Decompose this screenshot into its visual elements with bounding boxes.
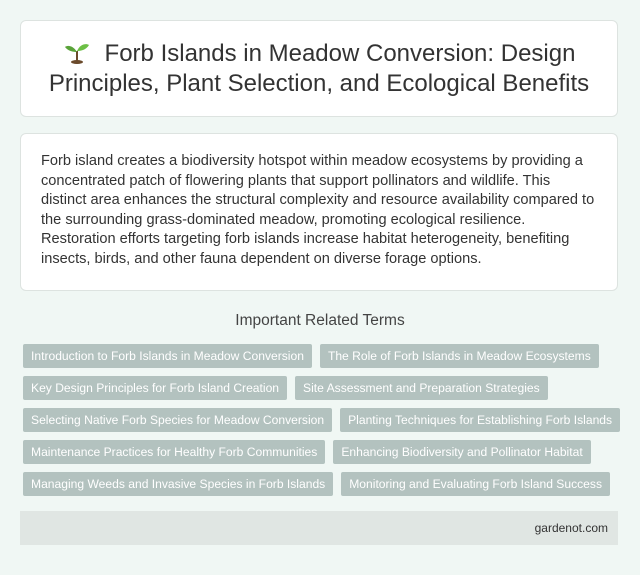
related-term-tag[interactable]: Selecting Native Forb Species for Meadow Conversion (23, 408, 332, 432)
related-term-tag[interactable]: Monitoring and Evaluating Forb Island Success (341, 472, 610, 496)
description-card (20, 133, 618, 291)
title-card (20, 20, 618, 117)
related-term-tag[interactable]: Introduction to Forb Islands in Meadow Conversion (23, 344, 312, 368)
related-term-tag[interactable]: The Role of Forb Islands in Meadow Ecosystems (320, 344, 599, 368)
related-term-tag[interactable]: Planting Techniques for Establishing Forb Islands (340, 408, 620, 432)
description-text: Forb island creates a biodiversity hotspot within meadow ecosystems by providing a concentrated patch of flowering plants that support pollinators and wildlife. This distinct area enhances the structural complexity and resource availability compared to the surrounding grass-dominated meadow, promoting ecological resilience. Restoration efforts targeting forb islands increase habitat heterogeneity, benefiting insects, birds, and other fauna dependent on diverse forage options. (41, 153, 595, 267)
footer-site-link[interactable]: gardenot.com (534, 521, 608, 535)
footer (20, 511, 618, 545)
page-title (21, 39, 617, 99)
related-term-tag[interactable]: Key Design Principles for Forb Island Creation (23, 376, 287, 400)
related-terms-heading: Important Related Terms (235, 312, 405, 329)
related-term-tag[interactable]: Managing Weeds and Invasive Species in Forb Islands (23, 472, 333, 496)
page-title-text: Forb Islands in Meadow Conversion: Design Principles, Plant Selection, and Ecological Benefits (48, 39, 590, 97)
sprout-icon (63, 40, 91, 64)
related-terms-list (23, 344, 623, 496)
related-term-tag[interactable]: Site Assessment and Preparation Strategies (295, 376, 548, 400)
related-term-tag[interactable]: Enhancing Biodiversity and Pollinator Habitat (333, 440, 590, 464)
related-term-tag[interactable]: Maintenance Practices for Healthy Forb Communities (23, 440, 325, 464)
